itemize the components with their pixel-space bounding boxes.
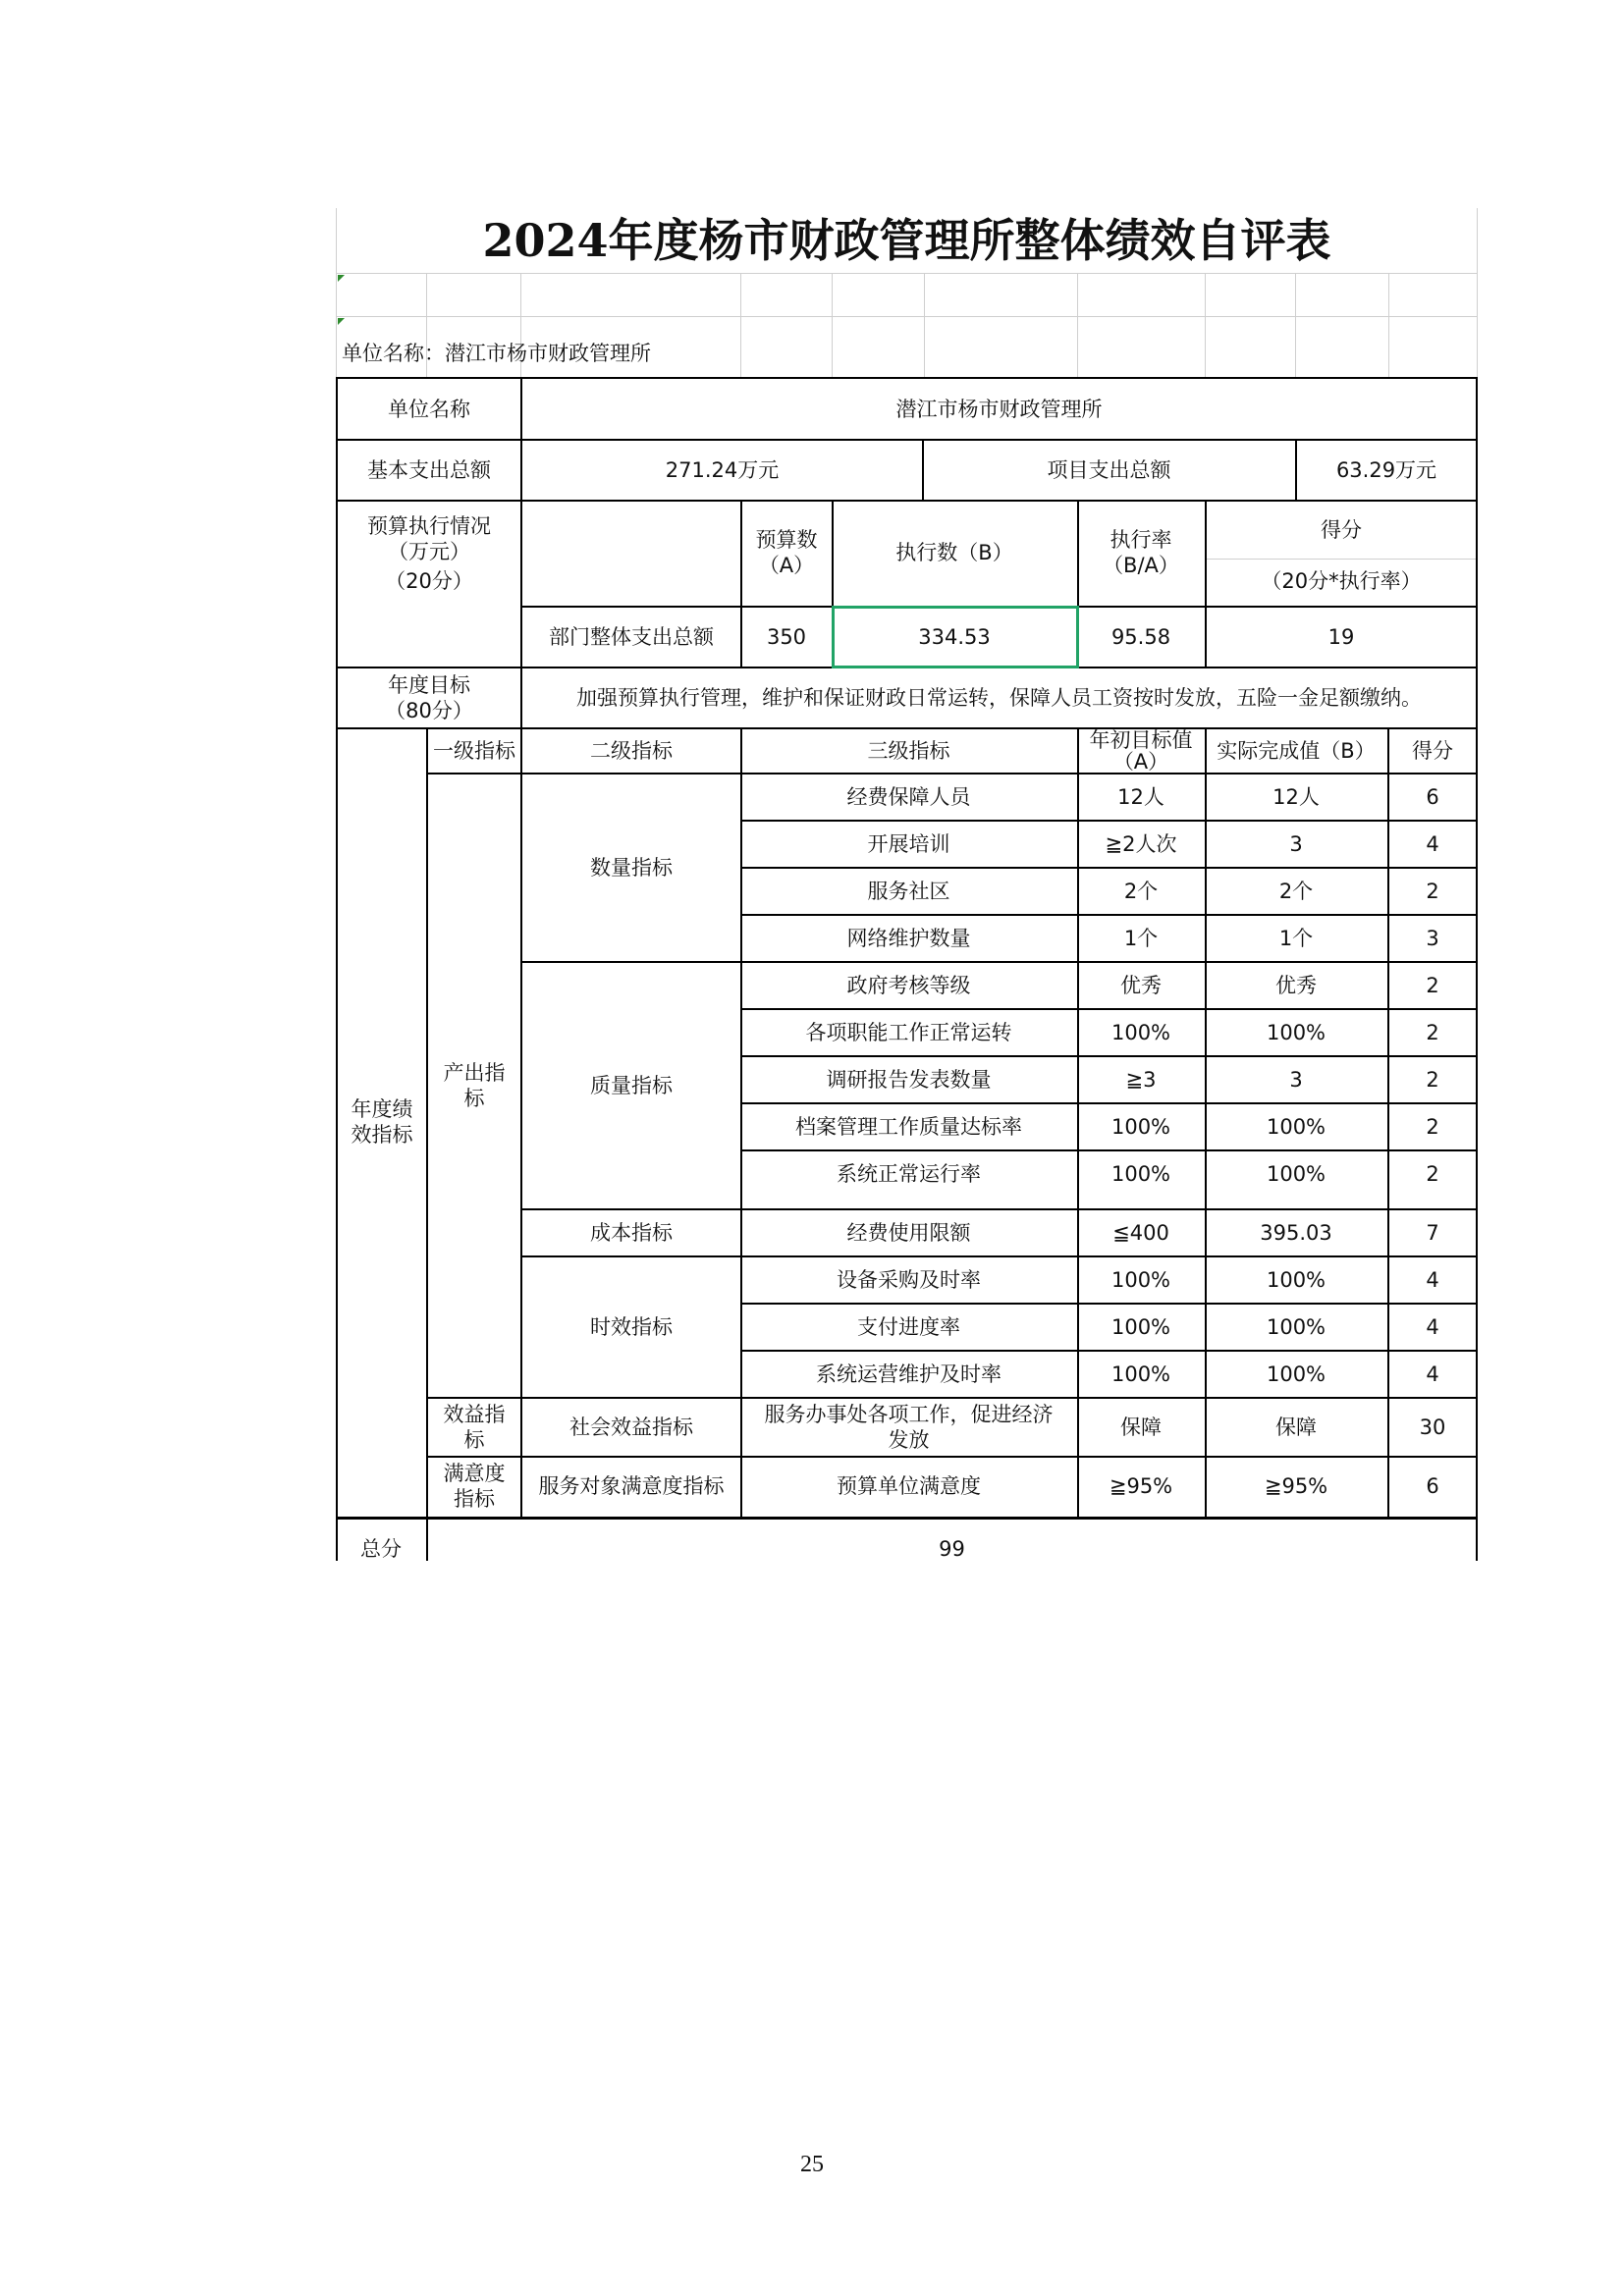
row-target: 优秀	[1120, 974, 1162, 997]
row-name: 经费保障人员	[846, 785, 971, 809]
row-name: 服务办事处各项工作，促进经济 发放	[764, 1403, 1054, 1452]
row-actual: 100%	[1266, 1162, 1326, 1186]
budget-rate-header: 执行率 （B/A）	[1103, 528, 1179, 577]
row-name: 支付进度率	[857, 1315, 960, 1339]
row-name: 开展培训	[867, 832, 950, 856]
cost-indicator: 成本指标	[590, 1221, 673, 1245]
row-target: 100%	[1110, 1021, 1171, 1044]
unit-caption: 单位名称：潜江市杨市财政管理所	[342, 342, 651, 365]
budget-rate-value: 95.58	[1110, 625, 1171, 649]
row-target: 100%	[1110, 1115, 1171, 1139]
page-number: 25	[800, 2152, 824, 2177]
row-name: 各项职能工作正常运转	[805, 1021, 1012, 1044]
row-actual: 100%	[1266, 1021, 1326, 1044]
row-name: 服务社区	[867, 880, 950, 903]
row-actual: 3	[1289, 1068, 1303, 1092]
total-label: 总分	[360, 1537, 402, 1561]
total-value: 99	[939, 1537, 965, 1561]
page-title: 2024年度杨市财政管理所整体绩效自评表	[482, 214, 1331, 267]
row-actual: ≧95%	[1264, 1474, 1328, 1498]
row-score: 2	[1426, 974, 1439, 997]
dept-total-label: 部门整体支出总额	[549, 625, 714, 649]
quality-indicator: 质量指标	[590, 1074, 673, 1097]
row-score: 2	[1426, 1021, 1439, 1044]
row-score: 4	[1426, 1362, 1439, 1386]
row-target: 100%	[1110, 1268, 1171, 1292]
row-score: 30	[1419, 1415, 1446, 1439]
service-satisfaction-indicator: 服务对象满意度指标	[538, 1474, 725, 1498]
row-score: 3	[1426, 927, 1439, 950]
row-score: 2	[1426, 1068, 1439, 1092]
row-score: 6	[1426, 1474, 1439, 1498]
basic-expense-value: 271.24万元	[665, 458, 780, 482]
cell-marker-icon	[338, 318, 345, 325]
timeliness-indicator: 时效指标	[590, 1315, 673, 1339]
level2-header: 二级指标	[590, 739, 673, 763]
unit-value: 潜江市杨市财政管理所	[895, 398, 1103, 421]
row-target: ≧3	[1125, 1068, 1157, 1092]
row-name: 网络维护数量	[846, 927, 971, 950]
level3-header: 三级指标	[867, 739, 950, 763]
budget-score-header: 得分	[1321, 518, 1362, 542]
target-header: 年初目标值 （A）	[1089, 729, 1193, 773]
annual-goal-text: 加强预算执行管理，维护和保证财政日常运转，保障人员工资按时发放，五险一金足额缴纳。	[576, 686, 1422, 710]
unit-label: 单位名称	[388, 398, 470, 421]
evaluation-sheet	[336, 208, 1478, 1561]
row-name: 预算单位满意度	[837, 1474, 981, 1498]
project-expense-label: 项目支出总额	[1047, 458, 1171, 482]
row-score: 4	[1426, 1315, 1439, 1339]
row-actual: 12人	[1272, 785, 1320, 809]
benefit-indicator-label: 效益指 标	[443, 1403, 506, 1452]
row-name: 经费使用限额	[846, 1221, 971, 1245]
row-name: 调研报告发表数量	[826, 1068, 992, 1092]
project-expense-value: 63.29万元	[1335, 458, 1437, 482]
row-score: 6	[1426, 785, 1439, 809]
satisfaction-indicator-label: 满意度 指标	[443, 1462, 506, 1511]
row-score: 7	[1426, 1221, 1439, 1245]
budget-score-value: 19	[1327, 625, 1355, 649]
social-benefit-indicator: 社会效益指标	[569, 1415, 693, 1439]
row-name: 系统正常运行率	[837, 1162, 981, 1186]
output-indicator-label: 产出指 标	[443, 1061, 506, 1110]
selected-cell[interactable]	[832, 606, 1079, 668]
row-score: 4	[1426, 1268, 1439, 1292]
row-target: 保障	[1120, 1415, 1162, 1439]
budget-score-note: （20分*执行率）	[1261, 569, 1422, 593]
row-actual: 优秀	[1275, 974, 1317, 997]
row-name: 设备采购及时率	[837, 1268, 981, 1292]
budget-a-value: 350	[766, 625, 807, 649]
budget-a-header: 预算数 （A）	[755, 528, 818, 577]
row-actual: 2个	[1278, 880, 1314, 903]
row-actual: 100%	[1266, 1268, 1326, 1292]
row-actual: 3	[1289, 832, 1303, 856]
row-score: 2	[1426, 1115, 1439, 1139]
row-target: 2个	[1123, 880, 1159, 903]
row-actual: 395.03	[1260, 1221, 1332, 1245]
row-actual: 1个	[1278, 927, 1314, 950]
basic-expense-label: 基本支出总额	[367, 458, 491, 482]
row-target: 12人	[1117, 785, 1164, 809]
row-target: ≧2人次	[1105, 832, 1177, 856]
row-score: 4	[1426, 832, 1439, 856]
row-actual: 100%	[1266, 1115, 1326, 1139]
row-target: 1个	[1123, 927, 1159, 950]
actual-header: 实际完成值（B）	[1217, 739, 1376, 763]
budget-execution-label: 预算执行情况 （万元） （20分）	[367, 514, 491, 593]
row-target: ≧95%	[1109, 1474, 1173, 1498]
budget-b-value[interactable]: 334.53	[918, 625, 991, 649]
row-name: 政府考核等级	[846, 974, 971, 997]
score-header: 得分	[1412, 739, 1453, 763]
row-target: ≦400	[1112, 1221, 1169, 1245]
row-actual: 保障	[1275, 1415, 1317, 1439]
cell-marker-icon	[338, 275, 345, 282]
level1-header: 一级指标	[433, 739, 515, 763]
row-target: 100%	[1110, 1162, 1171, 1186]
row-score: 2	[1426, 880, 1439, 903]
row-target: 100%	[1110, 1315, 1171, 1339]
row-target: 100%	[1110, 1362, 1171, 1386]
row-actual: 100%	[1266, 1315, 1326, 1339]
row-actual: 100%	[1266, 1362, 1326, 1386]
row-name: 档案管理工作质量达标率	[795, 1115, 1022, 1139]
row-name: 系统运营维护及时率	[816, 1362, 1001, 1386]
budget-b-header: 执行数（B）	[895, 541, 1013, 564]
annual-performance-label: 年度绩 效指标	[351, 1097, 413, 1147]
quantity-indicator: 数量指标	[590, 856, 673, 880]
annual-goal-label: 年度目标 （80分）	[385, 673, 473, 722]
row-score: 2	[1426, 1162, 1439, 1186]
